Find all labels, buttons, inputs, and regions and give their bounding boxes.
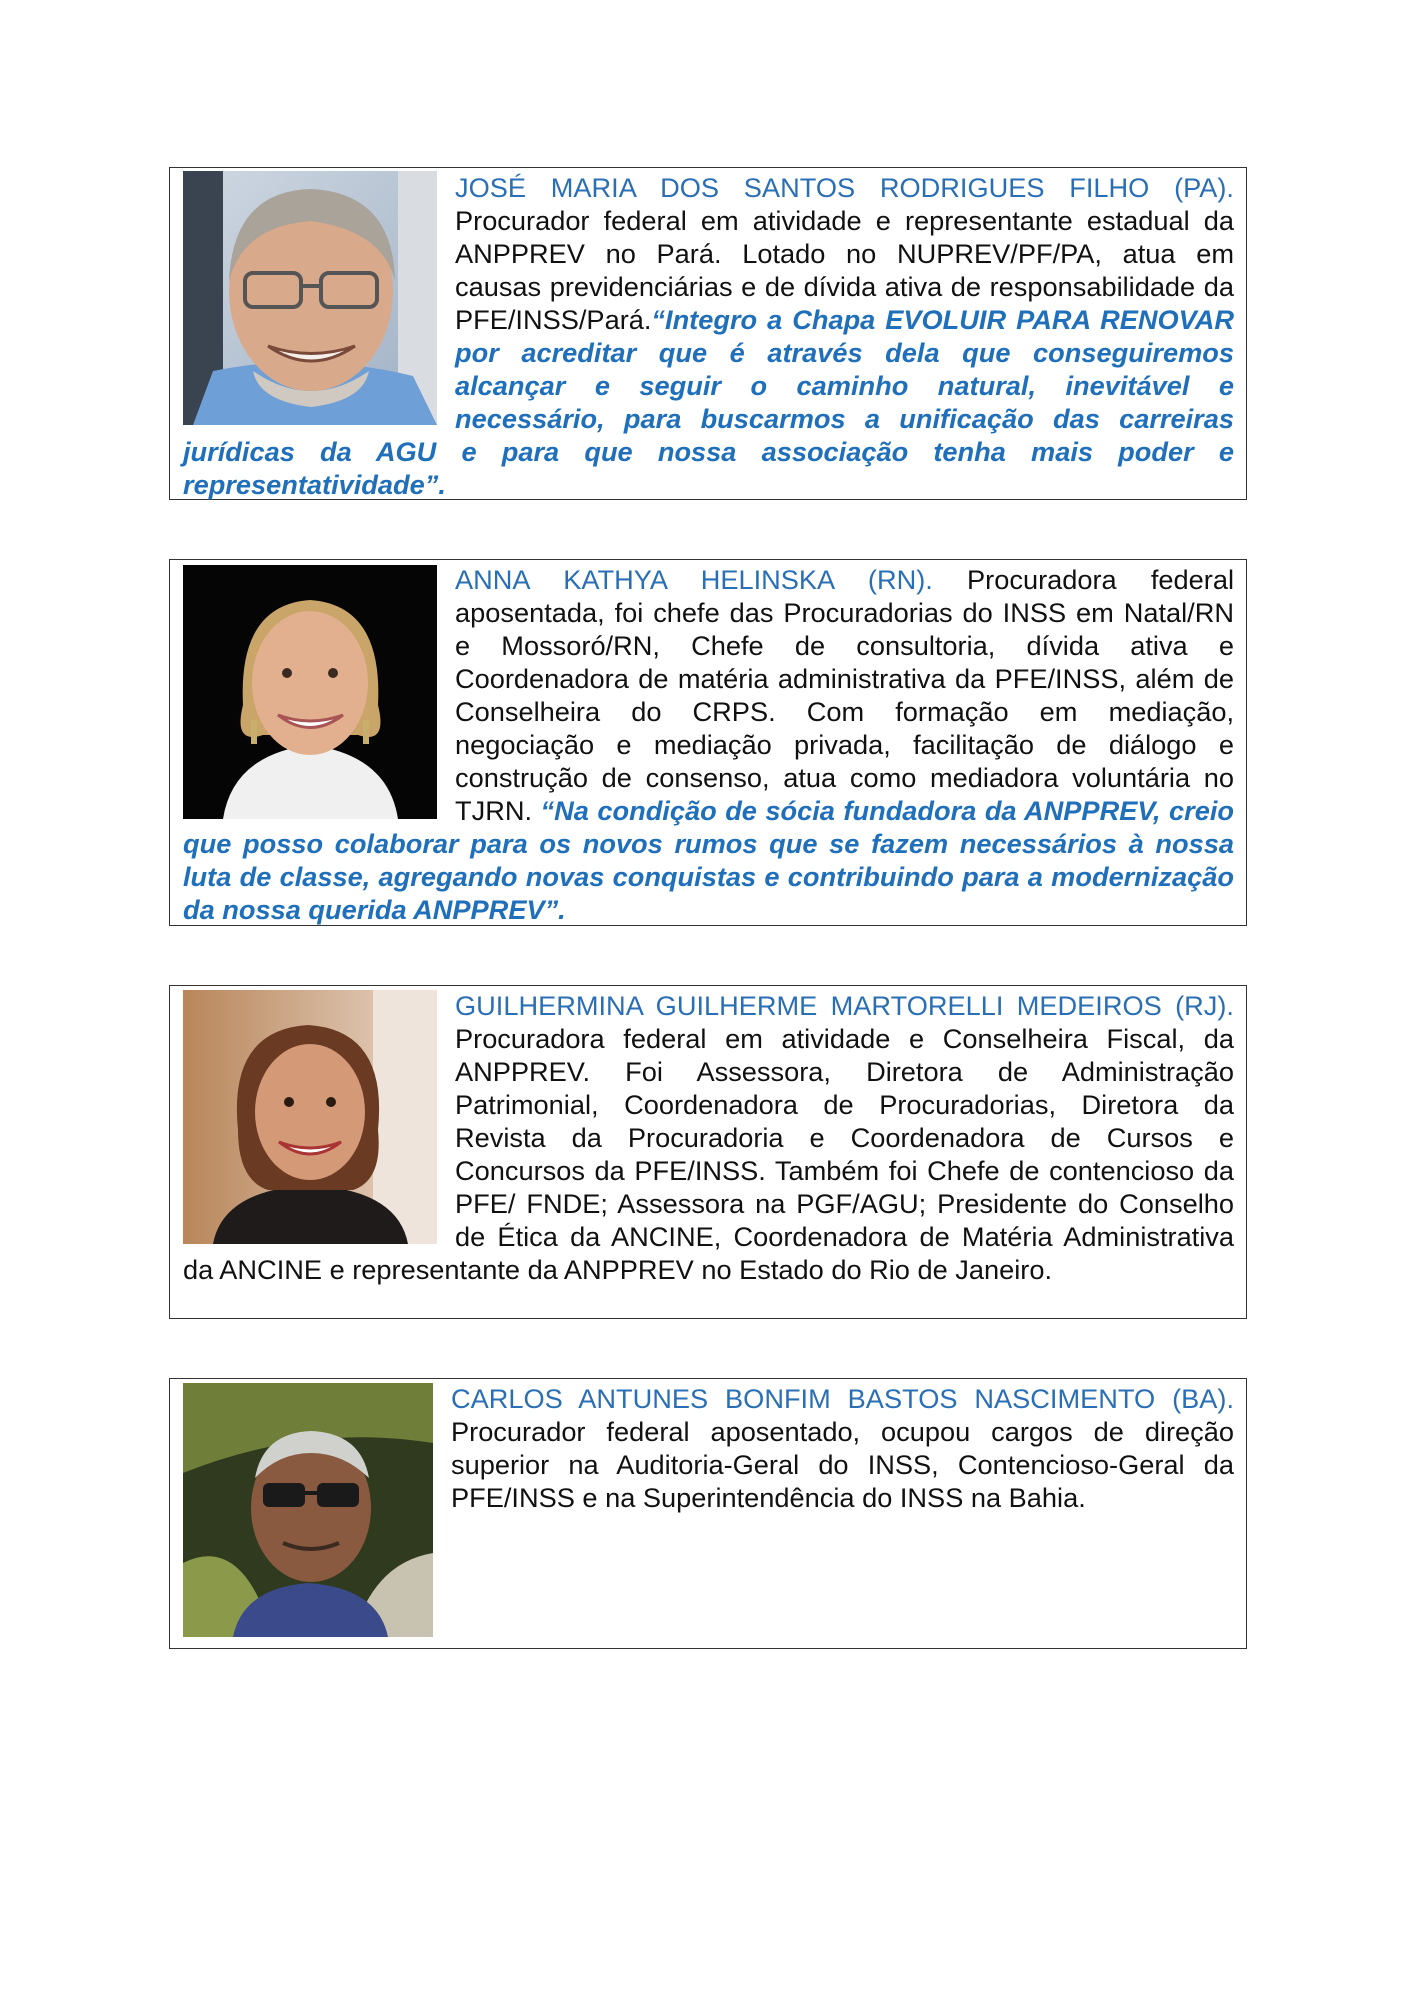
profile-description: Procuradora federal aposentada, foi chefe das Procuradorias do INSS em Natal/RN e Mossoró/RN, Chefe de consultoria, dívida ativa e Coordenadora de matéria administrativa da PFE/INSS, além de Conselheira do CRPS. Com formação em mediação, negociação e mediação privada, facilitação de diálogo e construção de consenso, atua como mediadora voluntária no TJRN. xyxy=(455,564,1234,826)
profile-description: Procuradora federal em atividade e Conselheira Fiscal, da ANPPREV. Foi Assessora, Diretora de Administração Patrimonial, Coordenadora de Procuradorias, Diretora da Revista da Procuradoria e Coordenadora de Cursos e Concursos da PFE/INSS. Também foi Chefe de contencioso da PFE/ FNDE; Assessora na PGF/AGU; Presidente do Conselho de Ética da ANCINE, Coordenadora de Matéria Administrativa da ANCINE e representante da ANPPREV no Estado do Rio de Janeiro. xyxy=(183,1023,1234,1285)
profile-photo-carlos-antunes xyxy=(183,1383,433,1637)
profile-card-anna-kathya xyxy=(169,559,1247,926)
profile-quote: “Integro a Chapa EVOLUIR PARA RENOVAR por acreditar que é através dela que conseguiremos alcançar e seguir o caminho natural, inevitável e necessário, para buscarmos a unificação das carreiras jurídicas da AGU e para que nossa associação tenha mais poder e representatividade”. xyxy=(183,304,1234,500)
profile-photo-guilhermina xyxy=(183,990,437,1244)
profile-photo-jose-maria xyxy=(183,171,437,425)
profile-name: CARLOS ANTUNES BONFIM BASTOS NASCIMENTO (BA). xyxy=(451,1383,1234,1414)
profile-card-jose-maria xyxy=(169,167,1247,500)
profile-photo-anna-kathya xyxy=(183,565,437,819)
profile-description: Procurador federal aposentado, ocupou cargos de direção superior na Auditoria-Geral do INSS, Contencioso-Geral da PFE/INSS e na Superintendência do INSS na Bahia. xyxy=(451,1416,1234,1513)
profile-card-guilhermina xyxy=(169,985,1247,1319)
profile-name: ANNA KATHYA HELINSKA (RN). xyxy=(455,564,933,595)
profile-name: JOSÉ MARIA DOS SANTOS RODRIGUES FILHO (PA). xyxy=(455,172,1234,203)
profile-card-carlos-antunes xyxy=(169,1378,1247,1649)
profile-quote: “Na condição de sócia fundadora da ANPPREV, creio que posso colaborar para os novos rumos que se fazem necessários à nossa luta de classe, agregando novas conquistas e contribuindo para a modernização da nossa querida ANPPREV”. xyxy=(183,795,1234,925)
profile-description: Procurador federal em atividade e representante estadual da ANPPREV no Pará. Lotado no NUPREV/PF/PA, atua em causas previdenciárias e de dívida ativa de responsabilidade da PFE/INSS/Pará. xyxy=(455,205,1234,335)
profile-name: GUILHERMINA GUILHERME MARTORELLI MEDEIROS (RJ). xyxy=(455,990,1234,1021)
